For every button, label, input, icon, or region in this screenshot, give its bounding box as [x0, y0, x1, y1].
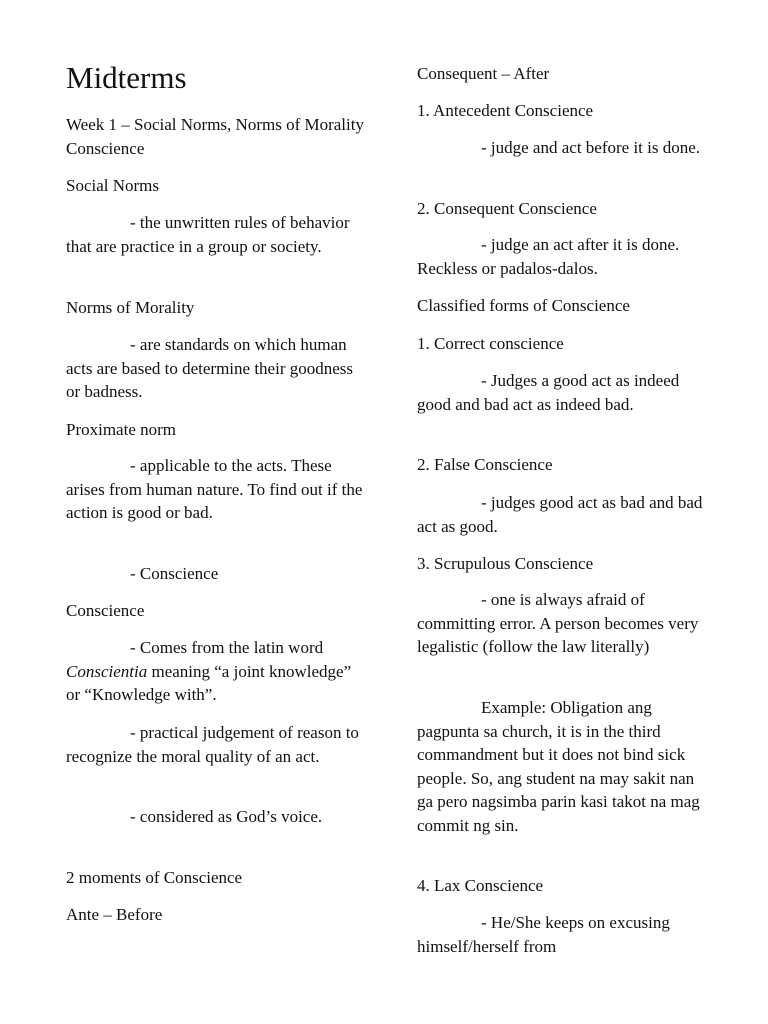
paragraph: Example: Obligation ang pagpunta sa church, it is in the third commandment but it does not bind sick people. So, ang student na may sakit nan ga pero nagsimba parin kasi takot na mag commit ng sin. — [417, 698, 700, 835]
page-title: Midterms — [66, 60, 187, 95]
paragraph: - Conscience — [130, 564, 219, 583]
paragraph: Week 1 – Social Norms, Norms of Morality Conscience — [66, 115, 364, 158]
italic-term: Conscientia — [66, 661, 148, 681]
text-span: - Comes from the latin word — [130, 638, 324, 657]
paragraph: - the unwritten rules of behavior that are practice in a group or society. — [66, 213, 350, 256]
paragraph: - considered as God’s voice. — [130, 807, 323, 826]
paragraph: Norms of Morality — [66, 298, 195, 317]
paragraph: - practical judgement of reason to recognize the moral quality of an act. — [66, 723, 359, 766]
paragraph: Ante – Before — [66, 905, 163, 924]
text-span: meaning “a joint knowledge” or “Knowledge with”. — [66, 661, 352, 704]
paragraph: - applicable to the acts. These arises from human nature. To find out if the action is good or bad. — [66, 456, 363, 522]
paragraph: Classified forms of Conscience — [417, 296, 630, 315]
paragraph: - judge and act before it is done. — [481, 138, 701, 157]
paragraph: Consequent – After — [417, 64, 550, 83]
paragraph: 4. Lax Conscience — [417, 876, 544, 895]
paragraph: - are standards on which human acts are based to determine their goodness or badness. — [66, 335, 354, 401]
paragraph: 1. Antecedent Conscience — [417, 101, 594, 120]
paragraph: - judge an act after it is done. Reckless or padalos-dalos. — [417, 235, 680, 278]
paragraph: Conscience — [66, 601, 145, 620]
paragraph: 2. False Conscience — [417, 455, 553, 474]
paragraph: 2 moments of Conscience — [66, 868, 243, 887]
paragraph: - one is always afraid of committing error. A person becomes very legalistic (follow the law literally) — [417, 590, 699, 656]
paragraph: 3. Scrupulous Conscience — [417, 554, 594, 573]
paragraph: - judges good act as bad and bad act as good. — [417, 493, 703, 536]
paragraph: Proximate norm — [66, 420, 177, 439]
paragraph: 2. Consequent Conscience — [417, 199, 597, 218]
paragraph-latin — [66, 636, 366, 707]
paragraph: - He/She keeps on excusing himself/herself from — [417, 913, 670, 956]
paragraph: Social Norms — [66, 176, 160, 195]
paragraph: 1. Correct conscience — [417, 334, 564, 353]
paragraph: - Judges a good act as indeed good and bad act as indeed bad. — [417, 371, 680, 414]
